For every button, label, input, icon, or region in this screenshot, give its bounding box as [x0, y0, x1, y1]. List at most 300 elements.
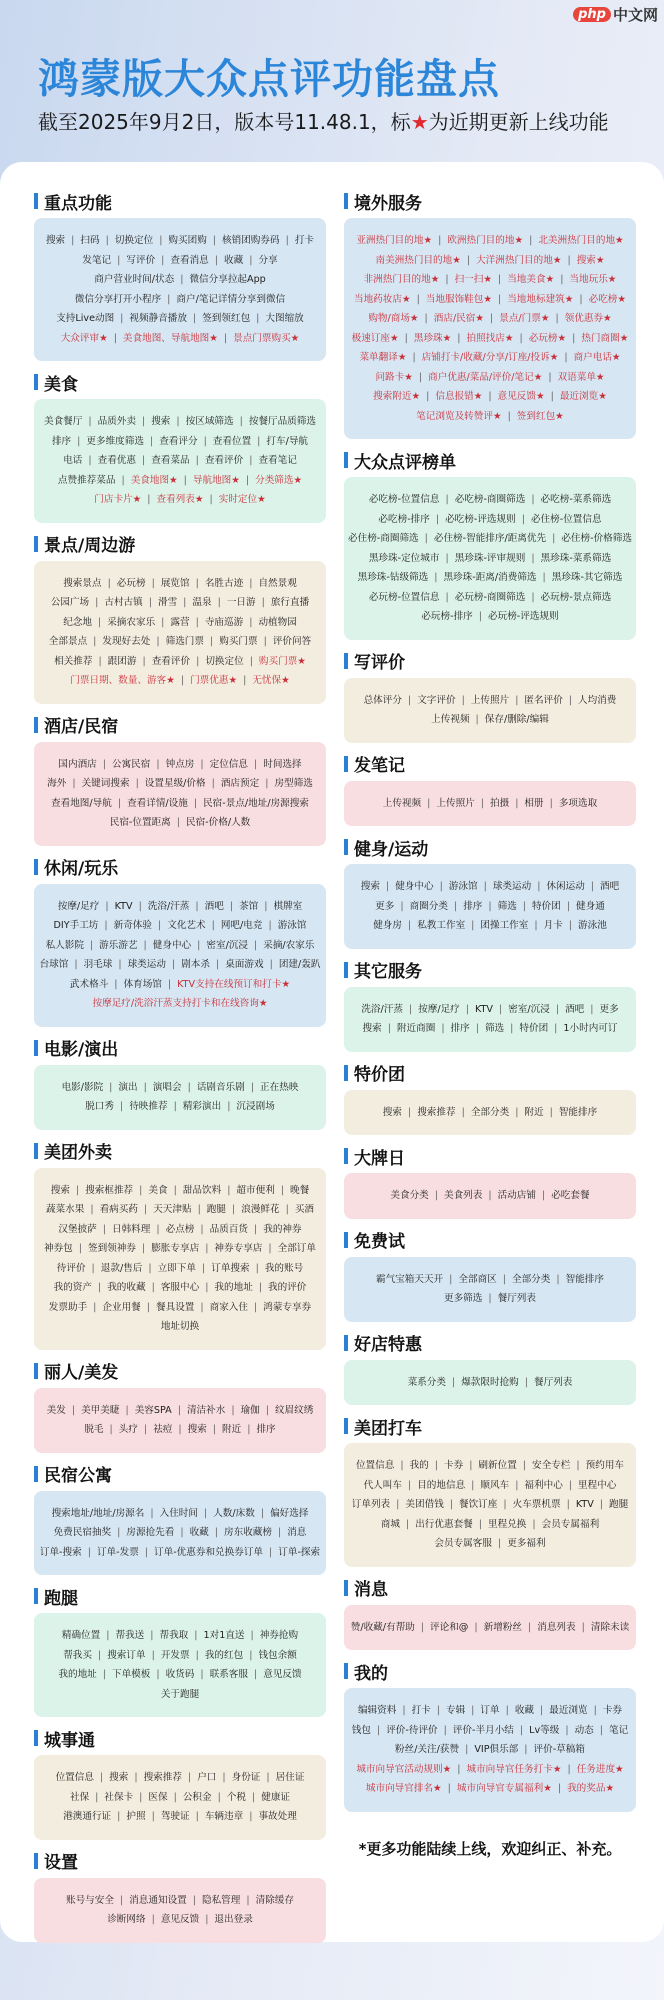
feature-item: 寺庙巡游 — [204, 616, 244, 628]
separator: | — [205, 1282, 209, 1293]
section-right-7 — [344, 1145, 636, 1219]
separator: | — [402, 1705, 406, 1716]
feature-item: 必住榜-商圈筛选 — [348, 533, 419, 544]
feature-item: 日韩料理 — [112, 1223, 151, 1235]
feature-item: 自然景观 — [258, 577, 297, 589]
feature-item: 民宿-景点/地址/房源搜索 — [203, 797, 309, 809]
feature-item: 订单-探索 — [278, 1546, 321, 1558]
section-bar-icon — [344, 452, 348, 468]
section-header — [344, 1062, 636, 1084]
separator: | — [435, 513, 440, 525]
feature-item: 事故处理 — [258, 1811, 297, 1822]
feature-line — [38, 916, 322, 936]
feature-item: 美容SPA — [134, 1404, 172, 1416]
separator: | — [143, 1081, 147, 1093]
separator: | — [117, 254, 121, 266]
feature-line — [38, 1504, 322, 1524]
feature-item: 立即下单 — [157, 1262, 196, 1274]
separator: | — [214, 1527, 219, 1538]
separator: | — [474, 1621, 478, 1633]
feature-line — [38, 936, 322, 956]
feature-item: 桌面游戏 — [225, 959, 264, 970]
feature-item: 切换定位 — [205, 655, 244, 667]
feature-line — [38, 955, 322, 975]
feature-line — [38, 632, 322, 652]
feature-item-new: 商户优惠/菜品/评价/笔记★ — [428, 371, 543, 383]
feature-line — [38, 794, 322, 814]
separator: | — [97, 1282, 102, 1293]
separator: | — [471, 920, 475, 931]
section-header — [34, 1850, 326, 1872]
feature-item: 必吃榜-菜系筛选 — [540, 494, 612, 505]
separator: | — [260, 1507, 265, 1519]
separator: | — [187, 1081, 191, 1093]
feature-item: 采摘/农家乐 — [263, 939, 315, 951]
feature-item: 笔记 — [609, 1724, 629, 1736]
feature-item: 上传视频 — [382, 797, 422, 809]
separator: | — [515, 694, 519, 706]
separator: | — [149, 435, 154, 447]
feature-item: 黑珍珠-距离/消费筛选 — [443, 572, 537, 583]
feature-item: 智能排序 — [558, 1106, 598, 1118]
feature-item: 视频静音播放 — [129, 313, 187, 324]
feature-line — [38, 1078, 322, 1098]
separator: | — [451, 1376, 456, 1388]
feature-item-new: 菜单翻译★ — [359, 352, 407, 363]
separator: | — [97, 1649, 102, 1661]
feature-item-new: 我的奖品★ — [567, 1783, 615, 1794]
section-title: 民宿公寓 — [44, 1466, 112, 1486]
feature-line — [38, 432, 322, 452]
separator: | — [105, 900, 109, 912]
feature-item: 医保 — [148, 1791, 168, 1803]
separator: | — [202, 1262, 206, 1274]
feature-item: 必点榜 — [165, 1223, 195, 1235]
separator: | — [407, 1479, 412, 1491]
separator: | — [254, 939, 258, 951]
feature-item: 美甲美睫 — [81, 1404, 120, 1416]
feature-item-new: 店铺打卡/收藏/分享/订座/投诉★ — [421, 352, 559, 363]
feature-item: 联系客服 — [209, 1669, 248, 1680]
separator: | — [239, 416, 243, 427]
separator: | — [243, 675, 247, 686]
separator: | — [159, 235, 163, 246]
separator: | — [434, 1190, 438, 1201]
feature-item: 黑珍珠-钻级筛选 — [357, 572, 429, 583]
feature-item-new: 搜索★ — [576, 254, 605, 266]
separator: | — [521, 513, 525, 525]
separator: | — [150, 1507, 154, 1519]
separator: | — [150, 1630, 154, 1641]
separator: | — [568, 1479, 573, 1491]
feature-item: 核销团购券码 — [222, 235, 280, 246]
feature-item: KTV — [114, 900, 133, 912]
feature-item: DIY手工坊 — [53, 920, 99, 931]
feature-item: 清除缓存 — [255, 1894, 294, 1906]
feature-line — [348, 329, 632, 349]
feature-item: 爆款限时抢购 — [461, 1376, 519, 1388]
separator: | — [173, 1791, 177, 1803]
section-bar-icon — [344, 1335, 348, 1351]
separator: | — [400, 1460, 404, 1471]
separator: | — [227, 1101, 231, 1112]
separator: | — [257, 435, 261, 447]
separator: | — [151, 1282, 155, 1293]
separator: | — [469, 1460, 473, 1471]
separator: | — [156, 636, 160, 647]
separator: | — [532, 1518, 536, 1530]
feature-item: 特价团 — [519, 1023, 549, 1034]
separator: | — [269, 1546, 273, 1558]
feature-item: 专辑 — [445, 1705, 466, 1716]
feature-item-new: 导航地图★ — [192, 474, 240, 486]
feature-item: 我的资产 — [53, 1282, 92, 1293]
feature-item: 订单-搜索 — [39, 1546, 82, 1558]
feature-item: 查看菜品 — [151, 455, 190, 466]
separator: | — [531, 552, 535, 564]
feature-line — [348, 549, 632, 569]
feature-item: 隐私管理 — [202, 1894, 241, 1906]
feature-item: 民宿-价格/人数 — [186, 817, 251, 828]
feature-line — [348, 897, 632, 917]
feature-item: 搜索 — [360, 881, 380, 892]
section-title: 景点/周边游 — [44, 536, 136, 556]
feature-item: 美发 — [46, 1404, 66, 1416]
feature-item: 帮我送 — [115, 1630, 145, 1641]
feature-item-new: 景点/门票★ — [499, 313, 550, 324]
feature-item: VIP俱乐部 — [474, 1744, 519, 1755]
separator: | — [203, 435, 207, 447]
separator: | — [549, 797, 553, 809]
section-bar-icon — [344, 1418, 348, 1434]
feature-line — [348, 1740, 632, 1760]
feature-item: 瑜伽 — [240, 1404, 260, 1416]
separator: | — [590, 1003, 594, 1015]
separator: | — [231, 1404, 235, 1416]
feature-item: 拍摄 — [490, 797, 510, 809]
feature-item: 商圈分类 — [409, 900, 448, 912]
section-left-11 — [34, 1850, 326, 1943]
feature-item: 密室/沉浸 — [508, 1003, 550, 1015]
separator: | — [200, 1669, 204, 1680]
feature-item: 地址切换 — [160, 1321, 200, 1332]
feature-item: 祛痘 — [153, 1424, 173, 1435]
separator: | — [541, 1190, 546, 1201]
feature-item: 评价-草稿箱 — [533, 1744, 585, 1755]
feature-item: 港澳通行证 — [63, 1811, 112, 1822]
separator: | — [568, 694, 573, 706]
section-title: 写评价 — [354, 653, 405, 673]
feature-item: 订单-优惠券和兑换券订单 — [154, 1546, 264, 1558]
separator: | — [176, 416, 180, 427]
separator: | — [254, 1301, 258, 1313]
separator: | — [555, 1003, 560, 1015]
feature-item-new: 大洋洲热门目的地★ — [476, 254, 562, 266]
feature-item: 房东收藏榜 — [224, 1527, 272, 1538]
feature-item-new: 必玩榜★ — [528, 332, 567, 344]
feature-item: 必玩榜-景点筛选 — [540, 591, 612, 603]
section-header — [344, 449, 636, 471]
feature-item: 酒吧 — [600, 881, 620, 892]
feature-item: 文字评价 — [417, 694, 456, 706]
feature-item: 点赞推荐菜品 — [57, 474, 116, 486]
separator: | — [194, 1630, 198, 1641]
separator: | — [173, 1184, 177, 1196]
section-bar-icon — [34, 1143, 38, 1159]
feature-item: 沉浸剧场 — [236, 1101, 275, 1112]
separator: | — [405, 1518, 410, 1530]
feature-item: 排序 — [51, 435, 72, 447]
separator: | — [158, 920, 162, 931]
section-bar-icon — [344, 1663, 348, 1679]
separator: | — [195, 616, 199, 628]
feature-item-new: 南美洲热门目的地★ — [375, 254, 461, 266]
feature-line — [38, 1626, 322, 1646]
section-header — [34, 1463, 326, 1485]
feature-item: 露营 — [170, 616, 190, 628]
feature-item-new: 笔记浏览及转赞评★ — [416, 410, 502, 422]
feature-item: 查看优惠 — [97, 455, 136, 466]
feature-item: 订单搜索 — [211, 1262, 250, 1274]
feature-item: 特价团 — [532, 900, 561, 912]
feature-item: 名胜古迹 — [204, 577, 244, 589]
separator: | — [156, 1223, 160, 1235]
feature-item: 霸气宝箱天天开 — [376, 1273, 444, 1285]
feature-item: 搜索订单 — [107, 1649, 146, 1661]
feature-item: 商户营业时间/状态 — [94, 274, 175, 285]
separator: | — [161, 616, 165, 628]
separator: | — [180, 1527, 184, 1538]
feature-item: 汉堡披萨 — [58, 1223, 97, 1235]
section-header — [344, 650, 636, 672]
feature-item: 顺风车 — [480, 1479, 510, 1491]
feature-item: 酒店预定 — [220, 778, 260, 789]
feature-item-new: 门票日期、数量、游客★ — [70, 675, 175, 686]
feature-item: 评论和@ — [430, 1621, 469, 1633]
feature-box — [344, 1090, 636, 1136]
feature-item-new: 城市向导官活动规则★ — [356, 1763, 452, 1775]
feature-item-new: 门票优惠★ — [190, 675, 238, 686]
feature-item-new: 北美洲热门目的地★ — [538, 235, 624, 246]
separator: | — [567, 254, 571, 266]
separator: | — [88, 455, 92, 466]
feature-item: 搜索景点 — [63, 577, 102, 589]
separator: | — [196, 655, 200, 667]
feature-item: 发现好去处 — [102, 636, 151, 647]
feature-item: 国内酒店 — [58, 758, 97, 770]
section-bar-icon — [34, 1363, 38, 1379]
feature-item: 台球馆 — [39, 959, 69, 970]
separator: | — [387, 1023, 391, 1034]
feature-item: 排序 — [450, 1023, 470, 1034]
feature-line — [38, 755, 322, 775]
feature-item: 跑腿 — [609, 1499, 629, 1510]
feature-line — [348, 1103, 632, 1123]
page-subtitle: 截至2025年9月2日，版本号11.48.1，标★为近期更新上线功能 — [38, 110, 609, 134]
feature-item: 新奇体验 — [113, 920, 152, 931]
feature-item: 帮我买 — [63, 1649, 92, 1661]
separator: | — [447, 1783, 451, 1794]
feature-item: 护照 — [126, 1811, 146, 1822]
feature-item: 神券专享店 — [214, 1243, 263, 1254]
section-right-11 — [344, 1577, 636, 1651]
separator: | — [424, 313, 428, 324]
separator: | — [197, 939, 201, 951]
feature-item: 分享 — [258, 254, 278, 266]
feature-item: 搜索 — [50, 1184, 70, 1196]
feature-item: 全部分类 — [512, 1273, 551, 1285]
feature-item: 全部商区 — [458, 1273, 497, 1285]
feature-item: 游乐游艺 — [99, 939, 138, 951]
feature-item: 房型筛选 — [274, 778, 313, 789]
feature-item: 游泳馆 — [277, 920, 307, 931]
feature-item: 查看详情/设施 — [127, 797, 188, 809]
section-right-5 — [344, 959, 636, 1052]
feature-item-new: 城市向导官排名★ — [365, 1783, 442, 1794]
feature-item: 微信分享打开小程序 — [74, 293, 162, 305]
separator: | — [229, 900, 234, 912]
separator: | — [254, 1669, 258, 1680]
feature-line — [38, 774, 322, 794]
feature-item: 评价-待评价 — [386, 1724, 438, 1736]
feature-item: 健身中心 — [395, 881, 434, 892]
feature-box — [34, 1613, 326, 1717]
feature-item-new: 亚洲热门目的地★ — [356, 235, 433, 246]
feature-item: 餐厅列表 — [534, 1376, 573, 1388]
feature-item: 附近 — [524, 1106, 544, 1118]
feature-item: 福利中心 — [524, 1479, 563, 1491]
separator: | — [529, 235, 533, 246]
separator: | — [424, 533, 428, 544]
separator: | — [95, 1791, 99, 1803]
section-bar-icon — [344, 1232, 348, 1248]
section-title: 美团外卖 — [44, 1143, 112, 1163]
feature-line — [348, 1456, 632, 1476]
separator: | — [250, 1630, 254, 1641]
feature-item: 必住榜-价格筛选 — [561, 533, 632, 544]
feature-item: 清洁补水 — [186, 1404, 226, 1416]
separator: | — [105, 235, 109, 246]
feature-line — [348, 691, 632, 711]
feature-line — [348, 1270, 632, 1290]
separator: | — [102, 758, 106, 770]
feature-item: 更多 — [599, 1003, 619, 1015]
feature-line — [38, 652, 322, 672]
section-right-0 — [344, 190, 636, 439]
separator: | — [376, 1724, 381, 1736]
feature-item: 民宿-位置距离 — [109, 817, 171, 828]
separator: | — [445, 494, 449, 505]
separator: | — [249, 616, 253, 628]
section-header — [344, 1145, 636, 1167]
feature-line — [38, 412, 322, 432]
separator: | — [215, 959, 220, 970]
section-title: 特价团 — [354, 1065, 405, 1085]
separator: | — [461, 1106, 465, 1118]
separator: | — [466, 254, 471, 266]
section-left-10 — [34, 1727, 326, 1840]
feature-item: 纪念地 — [63, 616, 92, 628]
feature-item: 活动店铺 — [497, 1190, 536, 1201]
feature-item: 会员专属福利 — [541, 1518, 600, 1530]
separator: | — [436, 1705, 440, 1716]
feature-item: 必吃榜-排序 — [378, 513, 430, 525]
section-right-1 — [344, 449, 636, 640]
feature-item: 纹眉纹绣 — [274, 1404, 314, 1416]
section-title: 美食 — [44, 374, 78, 395]
separator: | — [490, 313, 494, 324]
feature-item-new: 最近浏览★ — [559, 391, 607, 402]
separator: | — [261, 597, 265, 608]
separator: | — [113, 332, 117, 344]
feature-item: 账号与安全 — [66, 1894, 114, 1906]
separator: | — [193, 797, 198, 809]
section-header — [34, 714, 326, 736]
feature-item: 我的账号 — [264, 1262, 304, 1274]
feature-item: 搜索 — [382, 1106, 402, 1118]
feature-item: 羽毛球 — [83, 959, 113, 970]
feature-item: 团操工作室 — [480, 920, 529, 931]
feature-item: 健身通 — [576, 900, 605, 912]
separator: | — [524, 1744, 528, 1755]
feature-item: 搜索推荐 — [417, 1106, 456, 1118]
feature-line — [348, 1534, 632, 1554]
feature-line — [38, 1200, 322, 1220]
feature-item: 目的地信息 — [417, 1479, 466, 1491]
feature-item-new: 扫一扫★ — [454, 274, 492, 285]
separator: | — [579, 293, 583, 305]
feature-item: 旅行直播 — [270, 597, 310, 608]
separator: | — [269, 959, 273, 970]
feature-item: 健身中心 — [152, 939, 192, 951]
feature-line — [38, 574, 322, 594]
separator: | — [246, 1894, 250, 1906]
feature-item: 关于跑腿 — [160, 1688, 200, 1700]
separator: | — [439, 881, 443, 892]
feature-item: 洗浴/汗蒸 — [147, 900, 190, 912]
feature-item-new: 美食地图、导航地图★ — [122, 332, 218, 344]
feature-item-new: KTV支持在线预订和打卡★ — [177, 978, 291, 990]
feature-item: 买酒 — [294, 1204, 315, 1215]
feature-line — [348, 1618, 632, 1638]
feature-item: 筛选 — [484, 1023, 505, 1034]
feature-box — [34, 884, 326, 1027]
feature-item: 我的红包 — [204, 1649, 244, 1661]
section-bar-icon — [344, 653, 348, 669]
separator: | — [231, 1204, 236, 1215]
feature-item: 话剧音乐剧 — [196, 1081, 245, 1093]
feature-item: 预约用车 — [585, 1460, 625, 1471]
feature-item: 品质百货 — [209, 1223, 248, 1235]
section-header — [34, 371, 326, 393]
feature-box — [344, 678, 636, 743]
feature-item: 卡券 — [602, 1705, 623, 1716]
feature-item: 蔬菜水果 — [45, 1204, 85, 1215]
separator: | — [183, 474, 187, 486]
feature-item-new: 热门商圈★ — [581, 332, 629, 344]
feature-item: 开发票 — [160, 1649, 190, 1661]
section-title: 电影/演出 — [44, 1040, 119, 1060]
feature-item: 采摘农家乐 — [107, 616, 156, 628]
feature-box — [344, 1605, 636, 1651]
section-bar-icon — [344, 962, 348, 978]
separator: | — [192, 313, 197, 324]
feature-item: 棋牌室 — [273, 900, 303, 912]
section-title: 免费试 — [354, 1232, 405, 1252]
feature-box — [34, 1491, 326, 1576]
separator: | — [255, 1262, 259, 1274]
separator: | — [445, 552, 449, 564]
